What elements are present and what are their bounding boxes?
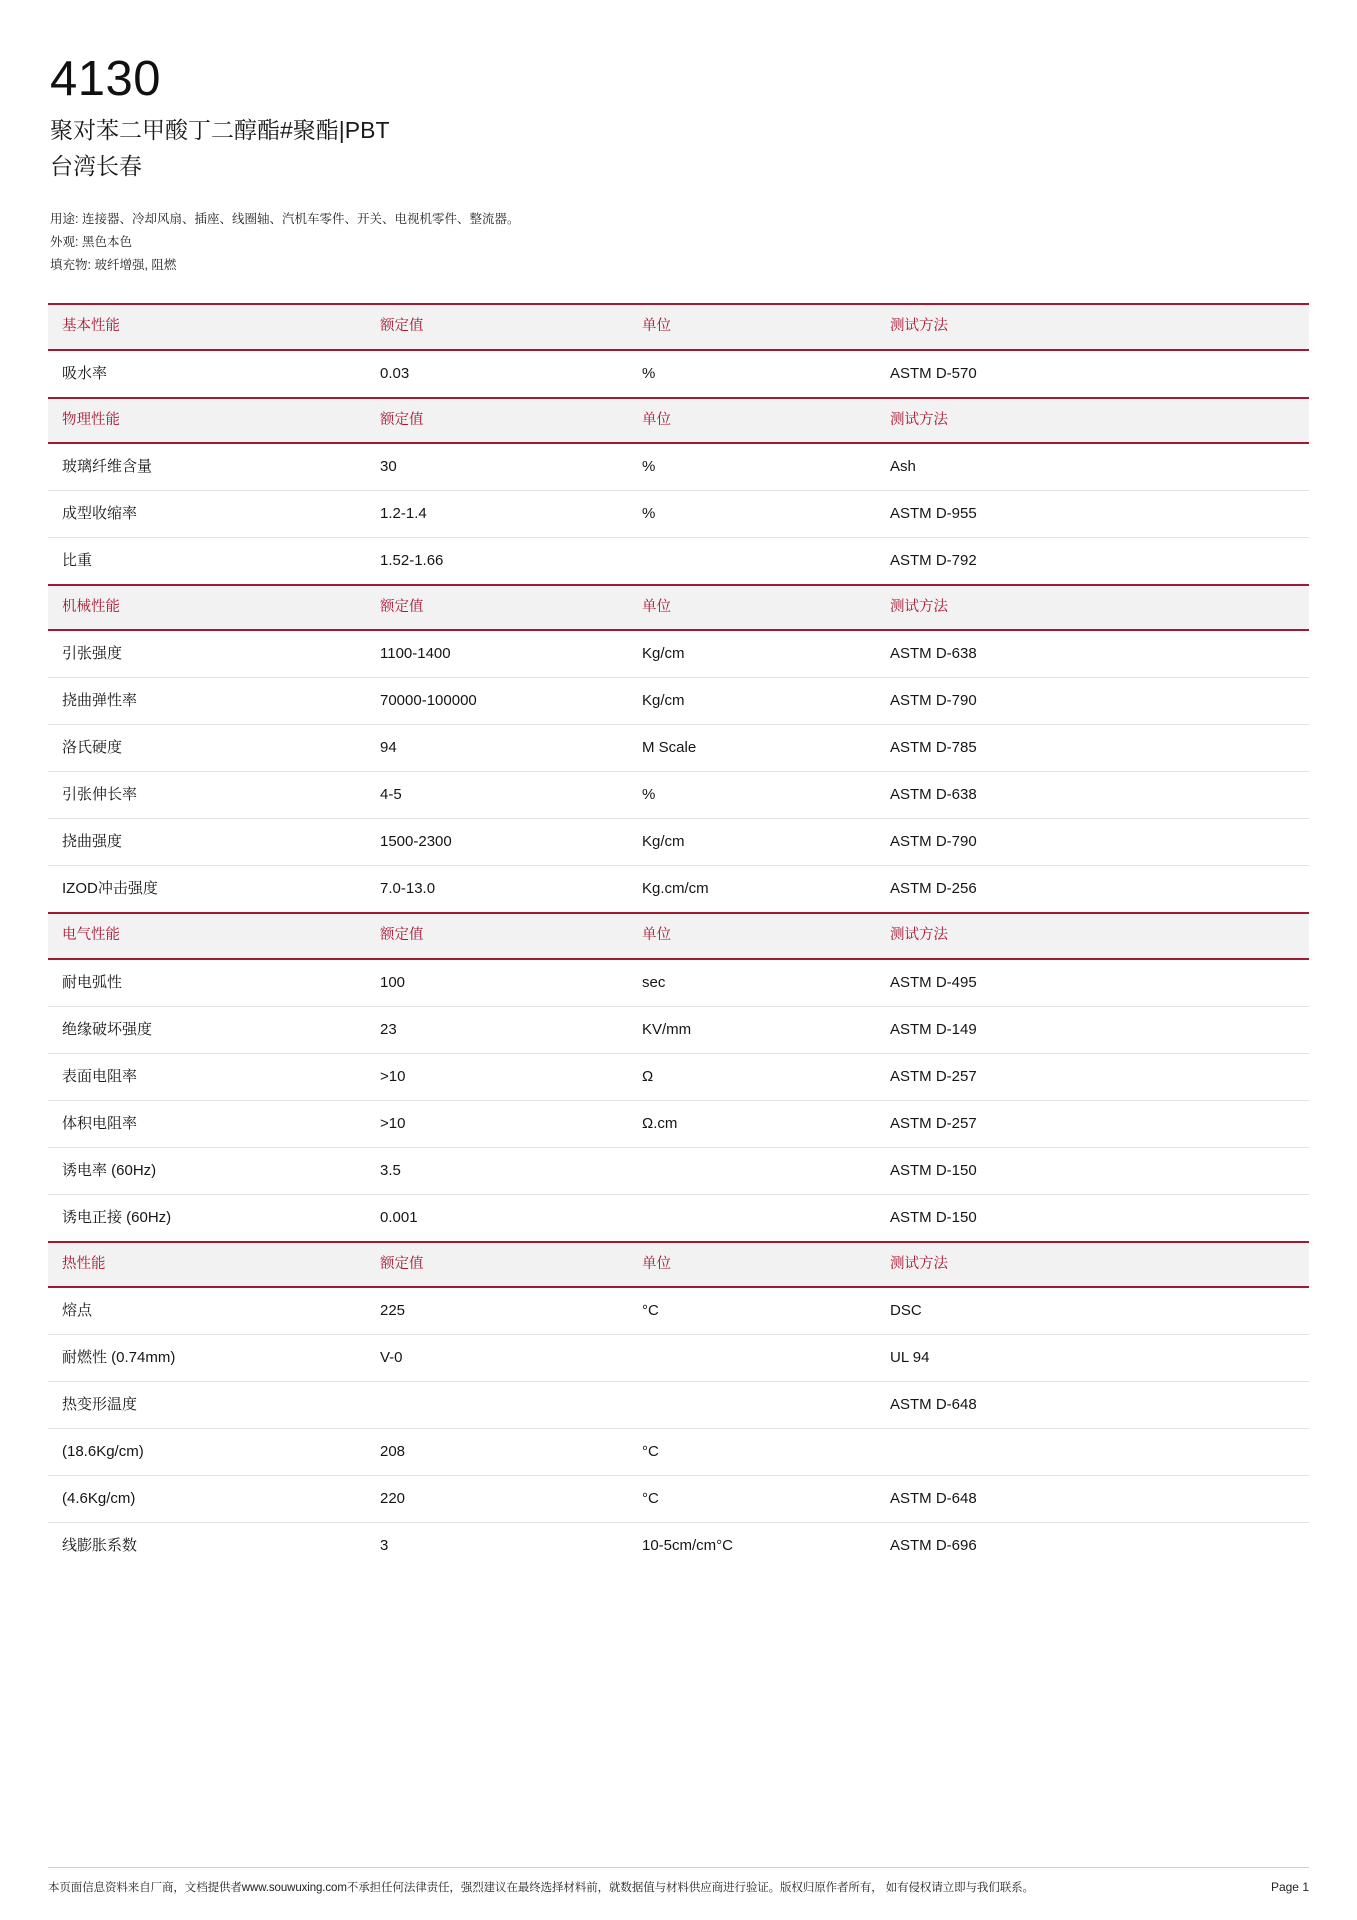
property-unit xyxy=(628,1194,876,1242)
meta-block xyxy=(50,208,1309,277)
property-method: ASTM D-638 xyxy=(876,630,1309,678)
property-value: 3 xyxy=(366,1523,628,1570)
table-row xyxy=(48,1523,1309,1570)
property-name: 挠曲弹性率 xyxy=(48,678,366,725)
property-name: 耐电弧性 xyxy=(48,959,366,1007)
material-name: 聚对苯二甲酸丁二醇酯#聚酯|PBT xyxy=(50,116,390,143)
property-method: DSC xyxy=(876,1287,1309,1335)
column-header-unit: 单位 xyxy=(628,398,876,443)
section-header-row xyxy=(48,585,1309,630)
table-row xyxy=(48,350,1309,398)
column-header-value: 额定值 xyxy=(366,398,628,443)
property-unit: °C xyxy=(628,1287,876,1335)
property-unit xyxy=(628,1382,876,1429)
property-method: ASTM D-955 xyxy=(876,491,1309,538)
table-row xyxy=(48,630,1309,678)
column-header-value: 额定值 xyxy=(366,1242,628,1287)
property-method: ASTM D-792 xyxy=(876,538,1309,586)
property-value: >10 xyxy=(366,1100,628,1147)
footer-divider xyxy=(48,1867,1309,1868)
property-method: ASTM D-696 xyxy=(876,1523,1309,1570)
property-value: 4-5 xyxy=(366,772,628,819)
table-row xyxy=(48,1194,1309,1242)
table-row xyxy=(48,819,1309,866)
table-row xyxy=(48,491,1309,538)
property-value: 7.0-13.0 xyxy=(366,866,628,914)
property-value: 3.5 xyxy=(366,1147,628,1194)
column-header-unit: 单位 xyxy=(628,1242,876,1287)
table-row xyxy=(48,1382,1309,1429)
property-unit: M Scale xyxy=(628,725,876,772)
property-name: (18.6Kg/cm) xyxy=(48,1429,366,1476)
property-unit: % xyxy=(628,491,876,538)
property-name: 表面电阻率 xyxy=(48,1053,366,1100)
table-row xyxy=(48,1006,1309,1053)
properties-table xyxy=(48,303,1309,1569)
property-name: 体积电阻率 xyxy=(48,1100,366,1147)
property-method: UL 94 xyxy=(876,1335,1309,1382)
table-row xyxy=(48,1429,1309,1476)
table-row xyxy=(48,443,1309,491)
property-method: ASTM D-570 xyxy=(876,350,1309,398)
column-header-unit: 单位 xyxy=(628,913,876,958)
section-title: 物理性能 xyxy=(48,398,366,443)
property-value xyxy=(366,1382,628,1429)
manufacturer-name: 台湾长春 xyxy=(50,153,142,180)
table-row xyxy=(48,866,1309,914)
page-title: 4130 xyxy=(50,52,162,106)
property-value: 100 xyxy=(366,959,628,1007)
table-row xyxy=(48,538,1309,586)
property-value: 0.001 xyxy=(366,1194,628,1242)
property-unit: sec xyxy=(628,959,876,1007)
property-name: 玻璃纤维含量 xyxy=(48,443,366,491)
footer-row xyxy=(48,1880,1309,1896)
property-name: 引张强度 xyxy=(48,630,366,678)
property-method: ASTM D-150 xyxy=(876,1147,1309,1194)
property-value: 225 xyxy=(366,1287,628,1335)
meta-usage: 用途: 连接器、冷却风扇、插座、线圈轴、汽机车零件、开关、电视机零件、整流器。 xyxy=(50,211,520,226)
section-header-row xyxy=(48,304,1309,349)
property-unit xyxy=(628,538,876,586)
property-method: ASTM D-648 xyxy=(876,1476,1309,1523)
page-number: Page 1 xyxy=(1270,1879,1309,1894)
property-unit: Kg.cm/cm xyxy=(628,866,876,914)
property-value: 220 xyxy=(366,1476,628,1523)
property-name: 吸水率 xyxy=(48,350,366,398)
table-row xyxy=(48,678,1309,725)
column-header-method: 测试方法 xyxy=(876,913,1309,958)
table-row xyxy=(48,772,1309,819)
property-method: ASTM D-648 xyxy=(876,1382,1309,1429)
properties-table-body xyxy=(48,304,1309,1569)
property-name: 诱电正接 (60Hz) xyxy=(48,1194,366,1242)
property-unit: 10-5cm/cm°C xyxy=(628,1523,876,1570)
property-method: ASTM D-257 xyxy=(876,1053,1309,1100)
property-name: 挠曲强度 xyxy=(48,819,366,866)
property-method xyxy=(876,1429,1309,1476)
property-name: 洛氏硬度 xyxy=(48,725,366,772)
property-method: ASTM D-790 xyxy=(876,819,1309,866)
property-unit: % xyxy=(628,772,876,819)
property-unit: Kg/cm xyxy=(628,819,876,866)
table-row xyxy=(48,1147,1309,1194)
property-method: ASTM D-495 xyxy=(876,959,1309,1007)
property-value: V-0 xyxy=(366,1335,628,1382)
property-method: ASTM D-638 xyxy=(876,772,1309,819)
property-value: >10 xyxy=(366,1053,628,1100)
property-name: 线膨胀系数 xyxy=(48,1523,366,1570)
property-method: Ash xyxy=(876,443,1309,491)
footer-disclaimer: 本页面信息资料来自厂商，文档提供者www.souwuxing.com不承担任何法律责任，强烈建议在最终选择材料前，就数据值与材料供应商进行验证。版权归原作者所有， 如有侵权请立即与我们联系。 xyxy=(48,1881,1034,1894)
property-name: IZOD冲击强度 xyxy=(48,866,366,914)
column-header-unit: 单位 xyxy=(628,304,876,349)
column-header-value: 额定值 xyxy=(366,304,628,349)
table-row xyxy=(48,959,1309,1007)
property-name: 绝缘破坏强度 xyxy=(48,1006,366,1053)
property-unit: Ω xyxy=(628,1053,876,1100)
property-method: ASTM D-150 xyxy=(876,1194,1309,1242)
property-unit: % xyxy=(628,443,876,491)
column-header-method: 测试方法 xyxy=(876,585,1309,630)
column-header-method: 测试方法 xyxy=(876,304,1309,349)
column-header-method: 测试方法 xyxy=(876,1242,1309,1287)
property-value: 1500-2300 xyxy=(366,819,628,866)
property-value: 1100-1400 xyxy=(366,630,628,678)
section-header-row xyxy=(48,913,1309,958)
property-value: 30 xyxy=(366,443,628,491)
property-value: 0.03 xyxy=(366,350,628,398)
property-value: 23 xyxy=(366,1006,628,1053)
table-row xyxy=(48,725,1309,772)
property-unit: % xyxy=(628,350,876,398)
property-unit: °C xyxy=(628,1429,876,1476)
property-value: 1.52-1.66 xyxy=(366,538,628,586)
table-row xyxy=(48,1476,1309,1523)
property-value: 208 xyxy=(366,1429,628,1476)
property-unit xyxy=(628,1335,876,1382)
property-name: 熔点 xyxy=(48,1287,366,1335)
section-header-row xyxy=(48,398,1309,443)
section-title: 热性能 xyxy=(48,1242,366,1287)
property-name: 诱电率 (60Hz) xyxy=(48,1147,366,1194)
table-row xyxy=(48,1287,1309,1335)
section-header-row xyxy=(48,1242,1309,1287)
table-row xyxy=(48,1100,1309,1147)
section-title: 基本性能 xyxy=(48,304,366,349)
meta-appearance: 外观: 黑色本色 xyxy=(50,235,132,249)
page-footer xyxy=(48,1867,1309,1896)
property-name: 热变形温度 xyxy=(48,1382,366,1429)
column-header-method: 测试方法 xyxy=(876,398,1309,443)
property-unit: Kg/cm xyxy=(628,678,876,725)
property-name: 比重 xyxy=(48,538,366,586)
property-value: 70000-100000 xyxy=(366,678,628,725)
column-header-value: 额定值 xyxy=(366,913,628,958)
meta-filler: 填充物: 玻纤增强, 阻燃 xyxy=(50,258,177,273)
property-name: 耐燃性 (0.74mm) xyxy=(48,1335,366,1382)
table-row xyxy=(48,1335,1309,1382)
property-value: 94 xyxy=(366,725,628,772)
property-name: 引张伸长率 xyxy=(48,772,366,819)
property-method: ASTM D-256 xyxy=(876,866,1309,914)
property-unit: Ω.cm xyxy=(628,1100,876,1147)
property-method: ASTM D-785 xyxy=(876,725,1309,772)
property-value: 1.2-1.4 xyxy=(366,491,628,538)
property-method: ASTM D-790 xyxy=(876,678,1309,725)
section-title: 电气性能 xyxy=(48,913,366,958)
property-name: 成型收缩率 xyxy=(48,491,366,538)
column-header-value: 额定值 xyxy=(366,585,628,630)
column-header-unit: 单位 xyxy=(628,585,876,630)
property-name: (4.6Kg/cm) xyxy=(48,1476,366,1523)
table-row xyxy=(48,1053,1309,1100)
section-title: 机械性能 xyxy=(48,585,366,630)
property-unit: Kg/cm xyxy=(628,630,876,678)
property-unit: °C xyxy=(628,1476,876,1523)
property-method: ASTM D-257 xyxy=(876,1100,1309,1147)
property-unit: KV/mm xyxy=(628,1006,876,1053)
property-method: ASTM D-149 xyxy=(876,1006,1309,1053)
property-unit xyxy=(628,1147,876,1194)
